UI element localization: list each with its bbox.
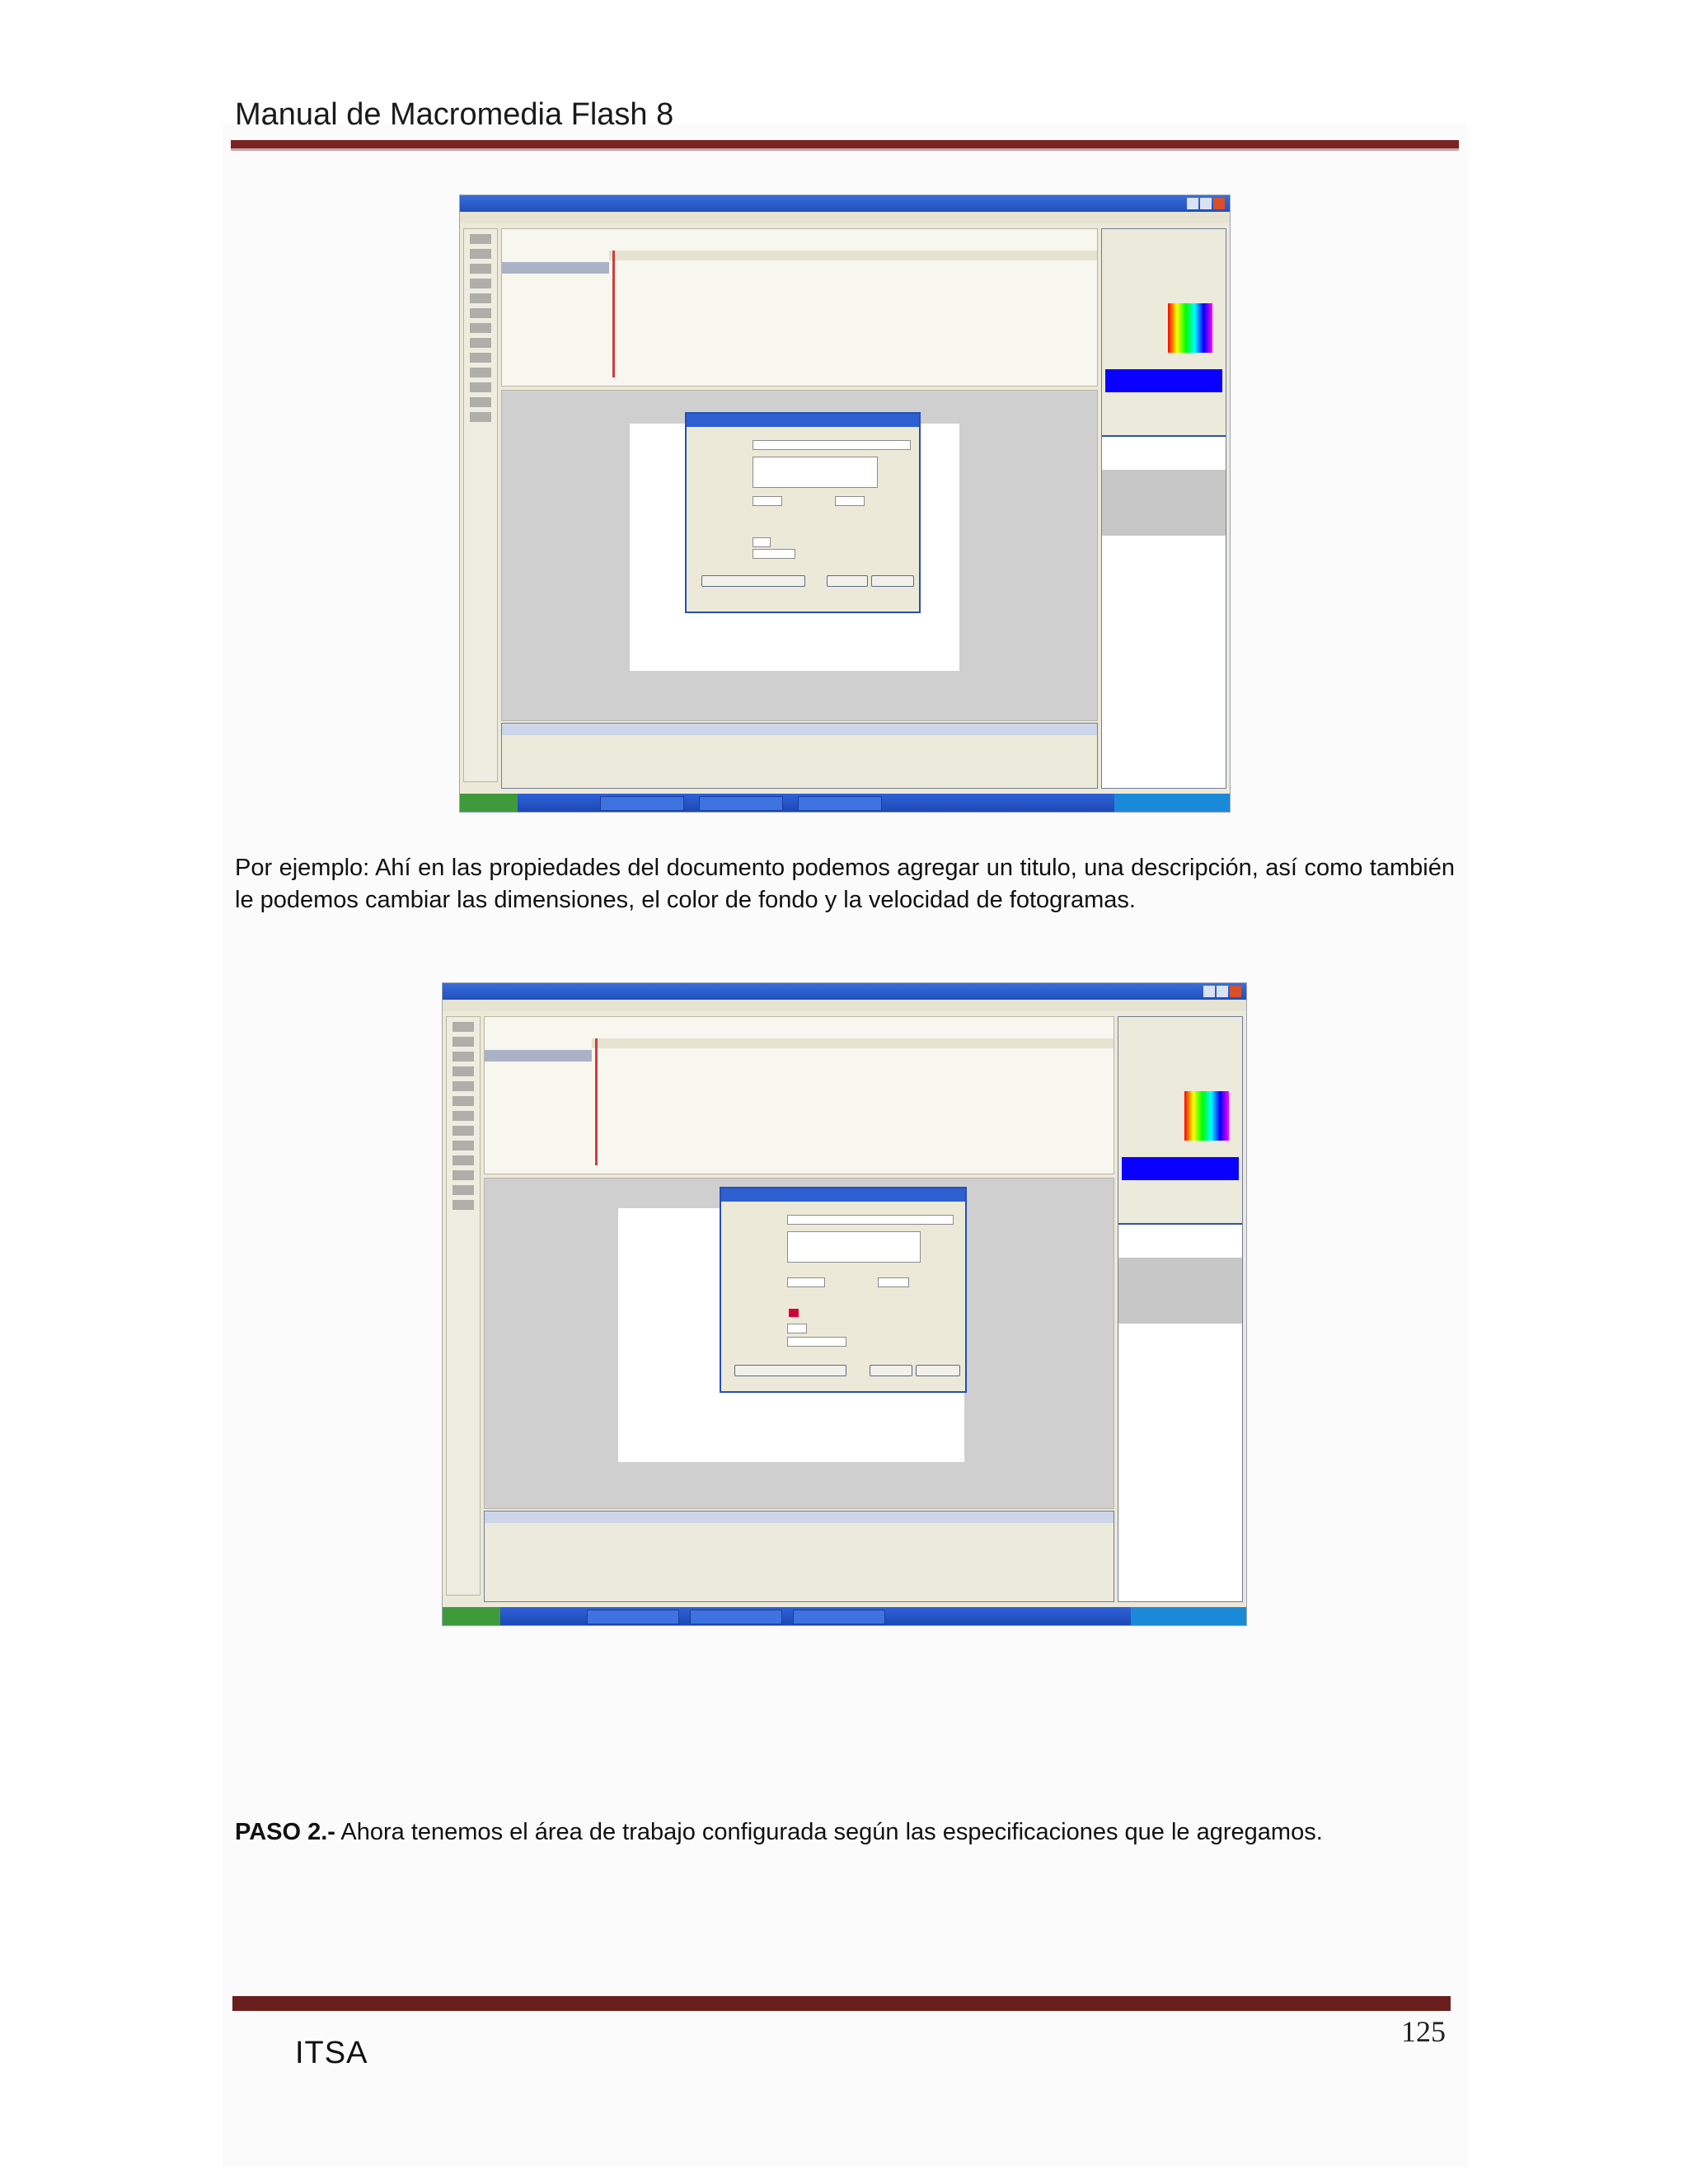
taskbar-item <box>798 796 882 811</box>
color-spectrum <box>1168 303 1212 353</box>
window-titlebar <box>443 983 1246 1000</box>
make-default-button <box>701 575 805 587</box>
color-swatch <box>1122 1157 1239 1180</box>
color-swatch <box>1105 369 1222 392</box>
menu-bar <box>443 1000 1246 1011</box>
layer-row <box>502 262 609 274</box>
flash-screenshot-document-properties <box>459 194 1231 813</box>
body-paragraph: Por ejemplo: Ahí en las propiedades del documento podemos agregar un titulo, una descripción, así como también le podemos cambiar las dimensiones, el color de fondo y la velocidad de fotogramas. <box>235 855 1455 913</box>
page-header-title: Manual de Macromedia Flash 8 <box>235 97 674 132</box>
title-field <box>753 440 911 450</box>
window-controls <box>1202 986 1243 997</box>
step-label: PASO 2.- <box>235 1819 335 1845</box>
layer-row <box>485 1050 592 1062</box>
window-titlebar <box>460 195 1230 212</box>
dialog-titlebar <box>721 1188 965 1202</box>
cancel-button <box>916 1365 960 1376</box>
timeline-ruler <box>592 1038 1114 1048</box>
system-tray <box>1131 1607 1246 1625</box>
start-button <box>443 1607 500 1625</box>
timeline-panel <box>484 1016 1114 1174</box>
footer-institution: ITSA <box>295 2036 368 2070</box>
page-number: 125 <box>1401 2015 1446 2048</box>
ok-button <box>870 1365 912 1376</box>
description-field <box>787 1231 921 1263</box>
color-library-panels <box>1118 1016 1243 1602</box>
taskbar-item <box>793 1610 885 1624</box>
description-field <box>753 457 878 488</box>
system-tray <box>1114 794 1230 812</box>
timeline-panel <box>501 228 1098 387</box>
playhead <box>612 251 615 377</box>
library-panel <box>1118 1223 1242 1601</box>
ruler-units-select <box>787 1337 846 1347</box>
dialog-titlebar <box>687 414 919 427</box>
tools-panel <box>463 228 498 782</box>
start-button <box>460 794 518 812</box>
height-field <box>835 496 865 506</box>
document-properties-dialog <box>720 1187 967 1393</box>
windows-taskbar <box>443 1607 1246 1625</box>
step-text: Ahora tenemos el área de trabajo configurada según las especificaciones que le agregamos. <box>335 1819 1323 1845</box>
step-paragraph <box>235 1816 1455 1849</box>
taskbar-item <box>690 1610 782 1624</box>
background-color-chip <box>789 1309 799 1317</box>
tools-panel <box>446 1016 481 1596</box>
ruler-units-select <box>753 549 795 559</box>
frame-rate-field <box>753 537 771 547</box>
stage-area <box>501 390 1098 721</box>
color-spectrum <box>1184 1091 1229 1141</box>
width-field <box>753 496 782 506</box>
properties-panel <box>484 1511 1114 1602</box>
document-properties-dialog <box>685 412 921 613</box>
taskbar-item <box>587 1610 679 1624</box>
window-controls <box>1185 198 1226 209</box>
ok-button <box>827 575 868 587</box>
title-field <box>787 1215 954 1225</box>
library-panel <box>1102 435 1226 788</box>
frame-rate-field <box>787 1324 807 1333</box>
make-default-button <box>734 1365 846 1376</box>
stage-area <box>484 1178 1114 1509</box>
properties-panel <box>501 723 1098 789</box>
menu-bar <box>460 212 1230 223</box>
timeline-ruler <box>609 251 1097 260</box>
header-rule <box>231 140 1459 151</box>
color-library-panels <box>1101 228 1226 789</box>
windows-taskbar <box>460 794 1230 812</box>
flash-screenshot-document-properties-filled <box>442 982 1247 1626</box>
taskbar-item <box>600 796 684 811</box>
footer-rule <box>232 1996 1451 2011</box>
playhead <box>595 1038 598 1165</box>
width-field <box>787 1277 825 1287</box>
taskbar-item <box>699 796 783 811</box>
height-field <box>878 1277 909 1287</box>
cancel-button <box>871 575 914 587</box>
